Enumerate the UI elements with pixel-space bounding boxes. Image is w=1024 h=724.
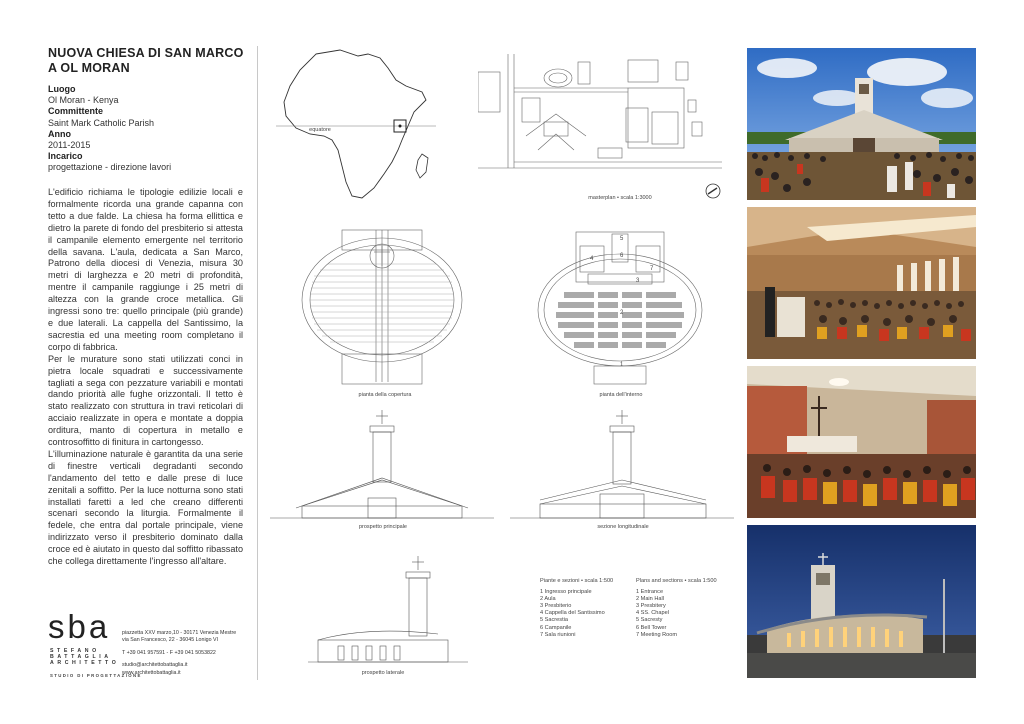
plan-number-7: 7 [650, 266, 654, 272]
anno-label: Anno [48, 128, 71, 139]
luogo-label: Luogo [48, 84, 76, 94]
plan-number-2: 2 [620, 310, 624, 316]
legend-italian-title: Piante e sezioni • scala 1:500 [540, 578, 614, 584]
legend-english-item: 6 Bell Tower [636, 624, 667, 631]
front-elevation-drawing [270, 410, 494, 522]
photo-exterior-day [747, 48, 976, 200]
project-title-line1: NUOVA CHIESA DI SAN MARCO [48, 46, 244, 60]
equator-label: equatore [309, 127, 331, 133]
project-description: L'edificio richiama le tipologie edilizie locali e formalmente ricorda una grande capanna con tetto a due falde. La chiesa ha forma ellittica e dietro la parete di fondo del presbiterio si attesta il campanile elemento emergente nel territorio della savana. L'aula, dedicata a San Marco, Patrono della diocesi di Venezia, misura 30 metri di larghezza e 20 metri di profondità, mentre il campanile raggiunge i 25 metri di altezza con la grande croce metallica. Gli ingressi sono tre: quello principale (più grande) e due laterali. La cappella del Santissimo, la sacrestia ed una meeting room completano il corpo di fabbrica. Per le murature sono stati utilizzati conci in pietra locale squadrati e successivamente tagliati a sega con pezzature variabili e montati dando priorità alle fughe orizzontali. Il tetto è stato realizzato con struttura in travi reticolari di acciaio realizzate in opera e montate a doppia orditura, manto di copertura in metallo e controsoffitto di finitura in cartongesso. L'illuminazione naturale è garantita da una serie di finestre verticali degradanti secondo l'andamento del tetto e dalle prese di luce zenitali a soffitto. Per la luce notturna sono stati installati faretti a led che creano differenti scenari secondo la liturgia. Formalmente il fedele, che entra dal portale principale, viene indirizzato verso il presbiterio dominato dalla croce ed è aiutato in questo dal soffitto ribassato che collega direttamente l'ingresso all'altare. [48, 187, 243, 567]
legend-italian-item: 3 Presbiterio [540, 603, 572, 610]
africa-map [276, 46, 436, 204]
column-divider [257, 46, 258, 680]
committente-label: Committente [48, 106, 104, 117]
section-caption: sezione longitudinale [597, 524, 649, 530]
roof-plan-drawing [290, 226, 474, 390]
plan-number-6: 6 [620, 253, 624, 259]
contact-block [122, 630, 257, 677]
legend-english-item: 4 SS. Chapel [636, 610, 669, 617]
studio-name-line1: STEFANO [50, 648, 100, 654]
legend-english-item: 1 Entrance [636, 589, 664, 596]
contact-email: studio@architettobattaglia.it [122, 662, 188, 669]
project-meta [48, 84, 253, 174]
contact-address2: via San Francesco, 22 - 36045 Lonigo VI [122, 637, 218, 644]
interior-plan-caption: pianta dell'interno [599, 392, 643, 398]
roof-plan-caption: pianta della copertura [358, 392, 412, 398]
plan-number-3: 3 [636, 278, 640, 284]
photo-exterior-night [747, 525, 976, 678]
legend-english-item: 5 Sacresty [636, 617, 663, 624]
plan-number-4: 4 [590, 256, 594, 262]
side-elevation-drawing [308, 556, 468, 668]
front-elevation-caption: prospetto principale [358, 524, 407, 530]
legend-italian [540, 578, 636, 639]
legend-italian-item: 7 Sala riunioni [540, 631, 576, 638]
north-arrow-icon [704, 182, 722, 200]
legend-english-title: Plans and sections • scala 1:500 [636, 578, 717, 584]
contact-phone: T +39 041 957591 - F +39 041 5053822 [122, 649, 216, 656]
plan-number-5: 5 [620, 236, 624, 242]
incarico-value: progettazione - direzione lavori [48, 162, 172, 173]
legend-italian-item: 1 Ingresso principale [540, 589, 592, 596]
legend-italian-item: 2 Aula [540, 596, 556, 603]
photo-interior-altar [747, 366, 976, 518]
project-title [48, 46, 248, 76]
legend-italian-item: 4 Cappella del Santissimo [540, 610, 605, 617]
contact-address1: piazzetta XXV marzo,10 - 30171 Venezia Mestre [122, 630, 237, 636]
studio-name-line3: ARCHITETTO [50, 660, 120, 667]
legend-english-item: 7 Meeting Room [636, 631, 678, 638]
luogo-value: Ol Moran - Kenya [48, 95, 119, 106]
committente-value: Saint Mark Catholic Parish [48, 117, 155, 128]
studio-logo: sba [48, 608, 111, 645]
legend-english [636, 578, 736, 639]
studio-name [50, 648, 120, 667]
anno-value: 2011-2015 [48, 140, 91, 151]
plan-number-1: 1 [620, 362, 624, 368]
legend-english-item: 2 Main Hall [636, 596, 664, 603]
masterplan-drawing [478, 52, 724, 190]
section-drawing [510, 410, 734, 522]
studio-name-line2: BATTAGLIA [50, 654, 112, 661]
contact-web: www.architettobattaglia.it [122, 669, 181, 676]
project-title-line2: A OL MORAN [48, 61, 130, 75]
legend-italian-item: 5 Sacrestia [540, 617, 568, 624]
photo-interior-wide [747, 207, 976, 359]
legend-english-item: 3 Presbitery [636, 603, 666, 610]
masterplan-caption: masterplan • scala 1:3000 [588, 195, 652, 201]
side-elevation-caption: prospetto laterale [361, 670, 405, 676]
legend-italian-item: 6 Campanile [540, 624, 572, 631]
incarico-label: Incarico [48, 151, 83, 162]
studio-tagline: STUDIO DI PROGETTAZIONE [50, 673, 142, 678]
